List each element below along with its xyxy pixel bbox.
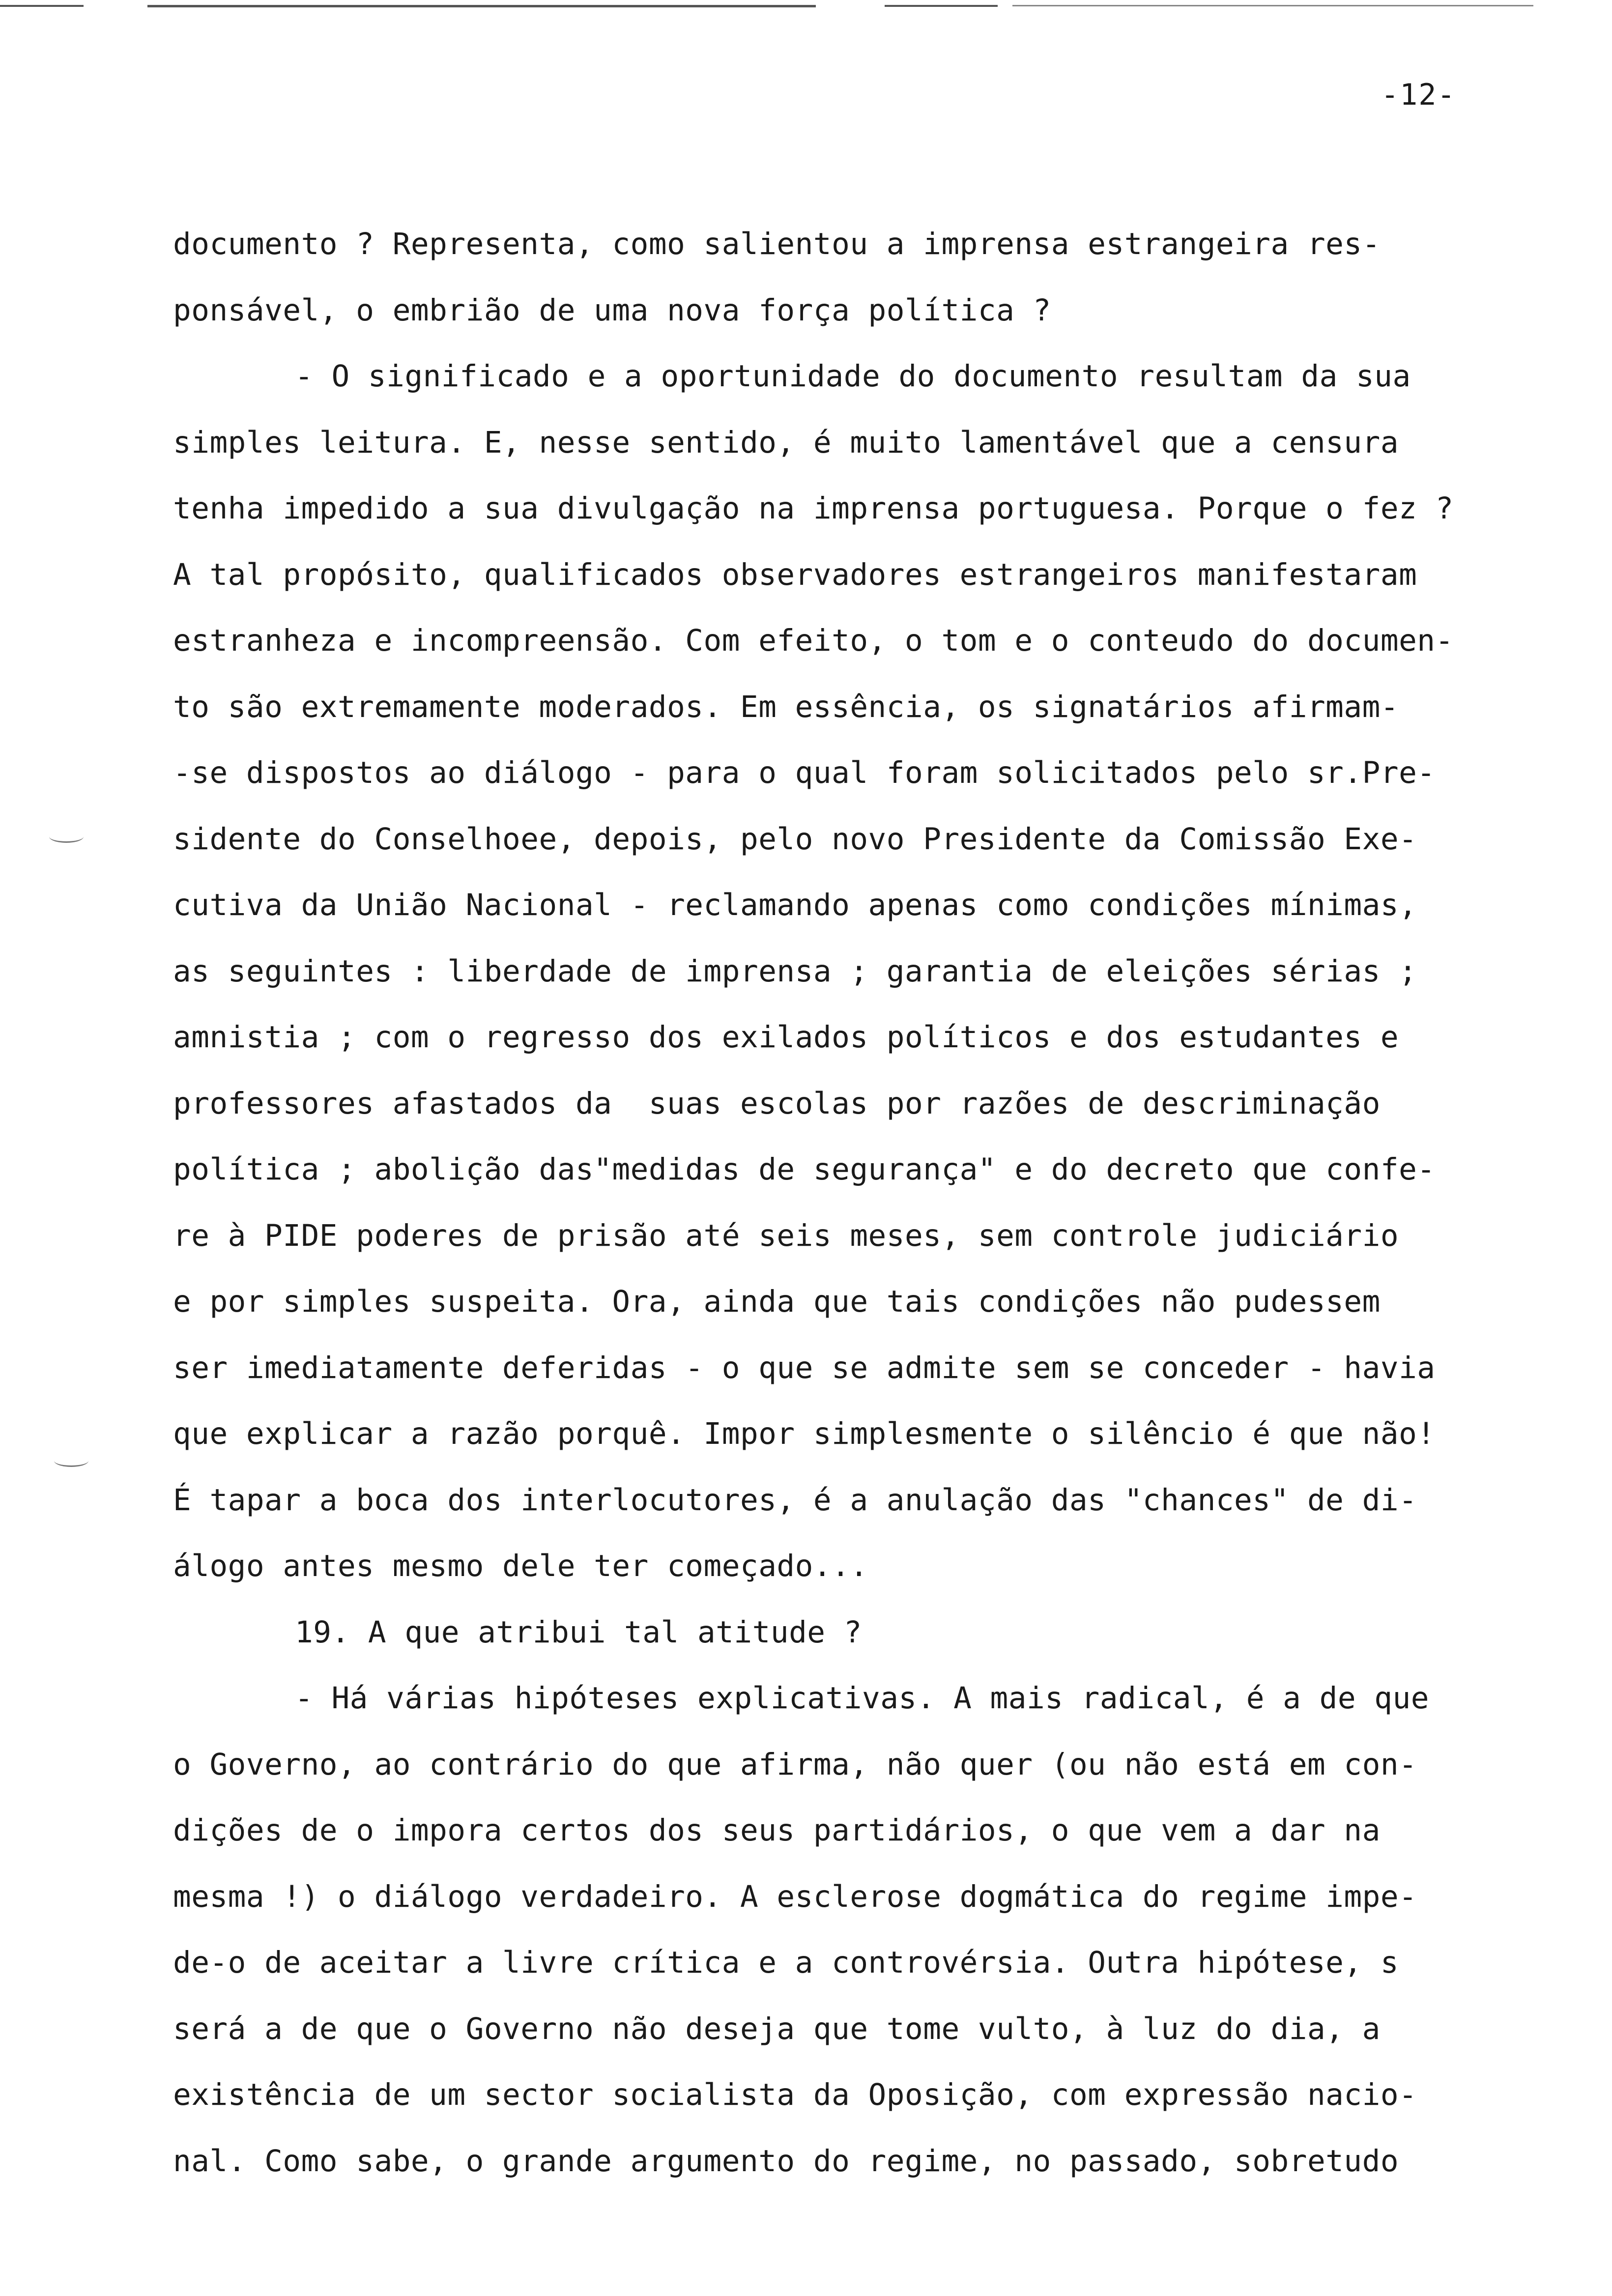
page-number: -12- <box>1381 78 1456 112</box>
text-line: cutiva da União Nacional - reclamando apenas como condições mínimas, <box>173 888 1417 922</box>
text-line: nal. Como sabe, o grande argumento do regime, no passado, sobretudo <box>173 2143 1399 2179</box>
text-line: de-o de aceitar a livre crítica e a controvérsia. Outra hipótese, s <box>173 1945 1399 1980</box>
text-line: sidente do Conselhoee, depois, pelo novo Presidente da Comissão Exe- <box>173 821 1417 857</box>
text-line: estranheza e incompreensão. Com efeito, o tom e o conteudo do documen- <box>173 623 1454 658</box>
margin-mark <box>54 1455 88 1467</box>
text-line: amnistia ; com o regresso dos exilados políticos e dos estudantes e <box>173 1020 1399 1055</box>
text-line: to são extremamente moderados. Em essência, os signatários afirmam- <box>173 689 1399 724</box>
top-scan-rule <box>0 5 84 7</box>
text-line: o Governo, ao contrário do que afirma, não quer (ou não está em con- <box>173 1747 1417 1782</box>
text-line: mesma !) o diálogo verdadeiro. A esclerose dogmática do regime impe- <box>173 1879 1417 1914</box>
text-line: ponsável, o embrião de uma nova força política ? <box>173 292 1051 328</box>
body-text <box>173 211 1588 2194</box>
text-line: existência de um sector socialista da Oposição, com expressão nacio- <box>173 2077 1417 2112</box>
text-line: professores afastados da suas escolas por razões de descriminação <box>173 1086 1381 1121</box>
text-line: que explicar a razão porquê. Impor simplesmente o silêncio é que não! <box>173 1416 1436 1451</box>
top-scan-rule <box>147 5 816 7</box>
margin-mark <box>49 831 84 843</box>
text-line: as seguintes : liberdade de imprensa ; garantia de eleições sérias ; <box>173 953 1417 989</box>
top-scan-rule <box>885 5 998 7</box>
text-line: será a de que o Governo não deseja que tome vulto, à luz do dia, a <box>173 2011 1381 2046</box>
text-line: álogo antes mesmo dele ter começado... <box>173 1549 868 1583</box>
text-line: 19. A que atribui tal atitude ? <box>295 1614 862 1650</box>
text-line: dições de o impora certos dos seus partidários, o que vem a dar na <box>173 1813 1381 1848</box>
text-line: política ; abolição das"medidas de segurança" e do decreto que confe- <box>173 1152 1436 1187</box>
text-line: -se dispostos ao diálogo - para o qual foram solicitados pelo sr.Pre- <box>173 755 1436 790</box>
text-line: ser imediatamente deferidas - o que se admite sem se conceder - havia <box>173 1350 1436 1385</box>
text-line: - Há várias hipóteses explicativas. A mais radical, é a de que <box>295 1681 1429 1716</box>
text-line: A tal propósito, qualificados observadores estrangeiros manifestaram <box>173 557 1417 592</box>
text-line: simples leitura. E, nesse sentido, é muito lamentável que a censura <box>173 425 1399 460</box>
top-scan-rule <box>1012 5 1533 6</box>
text-line: re à PIDE poderes de prisão até seis meses, sem controle judiciário <box>173 1218 1399 1253</box>
text-line: e por simples suspeita. Ora, ainda que tais condições não pudessem <box>173 1284 1381 1319</box>
text-line: - O significado e a oportunidade do documento resultam da sua <box>295 359 1411 394</box>
text-line: documento ? Representa, como salientou a imprensa estrangeira res- <box>173 227 1381 261</box>
text-line: É tapar a boca dos interlocutores, é a anulação das "chances" de di- <box>173 1482 1417 1518</box>
text-line: tenha impedido a sua divulgação na imprensa portuguesa. Porque o fez ? <box>173 491 1454 526</box>
